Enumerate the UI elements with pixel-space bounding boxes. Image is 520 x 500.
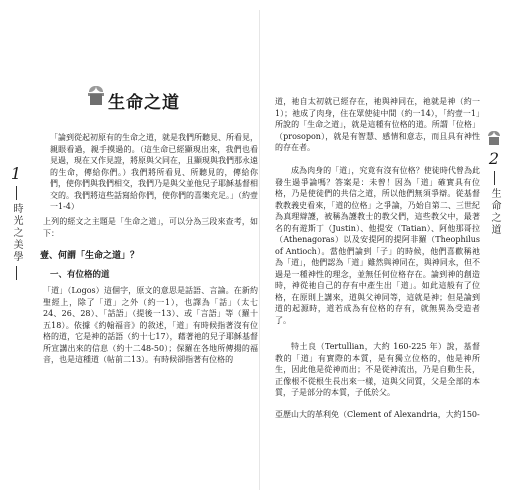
paragraph-clement [275, 409, 480, 421]
left-running-title: 時光之美學 [11, 203, 22, 263]
scripture-quote-text: 「論到從起初原有的生命之道，就是我們所聽見、所看見，親眼看過，親手摸過的。（這生命已經顯現出來，我們也看見過，現在又作見證，將原與父同在，且顯現與我們那永遠的生命，傳給你們。）我們將所看見、所聽見的，傳給你們，使你們與我們相交，我們乃是與父並他兒子耶穌基督相交的。我們將這些話寫給你們，使你們的喜樂充足。」（約壹一1-4） [50, 133, 258, 211]
margin-rule [16, 266, 17, 280]
right-page-margin [483, 130, 505, 236]
paragraph-prosopon [275, 96, 480, 154]
subsection-heading: 一、有位格的道 [50, 270, 110, 280]
scripture-quote [50, 132, 258, 213]
paragraph-tertullian-text: 特土良（Tertullian，大約 160-225 年）說，基督教的「道」有實際的本質，是有獨立位格的，他是神所生，因此他是從神而出；不是從神流出，乃是自動生長，正像根不從根生長出來一樣，這與父同質，父是全部的本質，子是部分的本質，子低於父。 [275, 342, 480, 397]
paragraph-clement-text: 亞歷山大的革利免（Clement of Alexandria，大約150- [275, 410, 480, 419]
margin-rule [494, 171, 495, 185]
intro-paragraph-text: 上列的經文之主題是「生命之道」，可以分為三段來查考，如下： [43, 217, 258, 238]
paragraph-apologists-text: 成為肉身的「道」，究竟有沒有位格？使徒時代曾為此發生過爭論嗎？答案是：未曾！因為「道」確實具有位格，乃是使徒們的共信之道，所以他們無須爭辯。從基督教教義史看來，「道的位格」之爭論，乃始自第二、三世紀為真理辯護，被稱為護教士的教父們，這些教父中，最著名的有遊斯丁（Justin）、他提安（Tatian）、阿他那哥拉（Athenagoras）以及安提阿的提阿非羅（Theophilus of Antioch）。當他們論到「子」的時候，他們喜歡稱祂為「道」，他們認為「道」雖然與神同在，與神同永，但不過是一種神性的理念，並無任何位格存在。論到神的創造時，神從祂自己的存有中產生出「道」。如此這般有了位格，在原則上講來，道與父神同等，這就是神；但是論到道的起源時，道若成為有位格的存有，就無異為受造者了。 [275, 166, 480, 325]
logos-paragraph-text: 「道」（Logos）這個字，原文的意思是話語、言論。在新約聖經上，除了「道」之外（約一1），也譯為「話」（太七24、26、28）、「話語」（提後一13）、或「言語」等（羅十五18）。依據《約翰福音》的敘述，「道」有時候指著沒有位格的道，它是神的話語（約十七17），藉著祂的兒子耶穌基督所宣講出來的信息（約十二48-50）；保羅在各地所傳揚的福音，也是這種道（帖前二13）。有時候卻指著有位格的 [43, 286, 258, 364]
logos-paragraph [43, 285, 258, 366]
gift-box-icon [487, 130, 501, 146]
margin-rule [16, 186, 17, 200]
paragraph-prosopon-text: 道，祂自太初就已經存在，祂與神同在，祂就是神（約一1）；祂成了肉身，住在眾使徒中間（約一14），「約壹一1」所說的「生命之道」，就是這種有位格的道。所謂「位格」（prosopon），就是有智慧、感情和意志，而且具有神性的存在者。 [275, 97, 480, 152]
right-page-number: 2 [488, 149, 500, 168]
right-running-title: 生命之道 [489, 188, 500, 236]
paragraph-tertullian [275, 341, 480, 399]
left-page-number: 1 [10, 164, 22, 183]
paragraph-apologists [275, 165, 480, 326]
chapter-title: 生命之道 [108, 93, 180, 113]
intro-paragraph [43, 216, 258, 239]
gift-box-icon [88, 86, 104, 106]
section-heading: 壹、何謂「生命之道」？ [40, 251, 140, 261]
left-page-margin [8, 165, 24, 283]
